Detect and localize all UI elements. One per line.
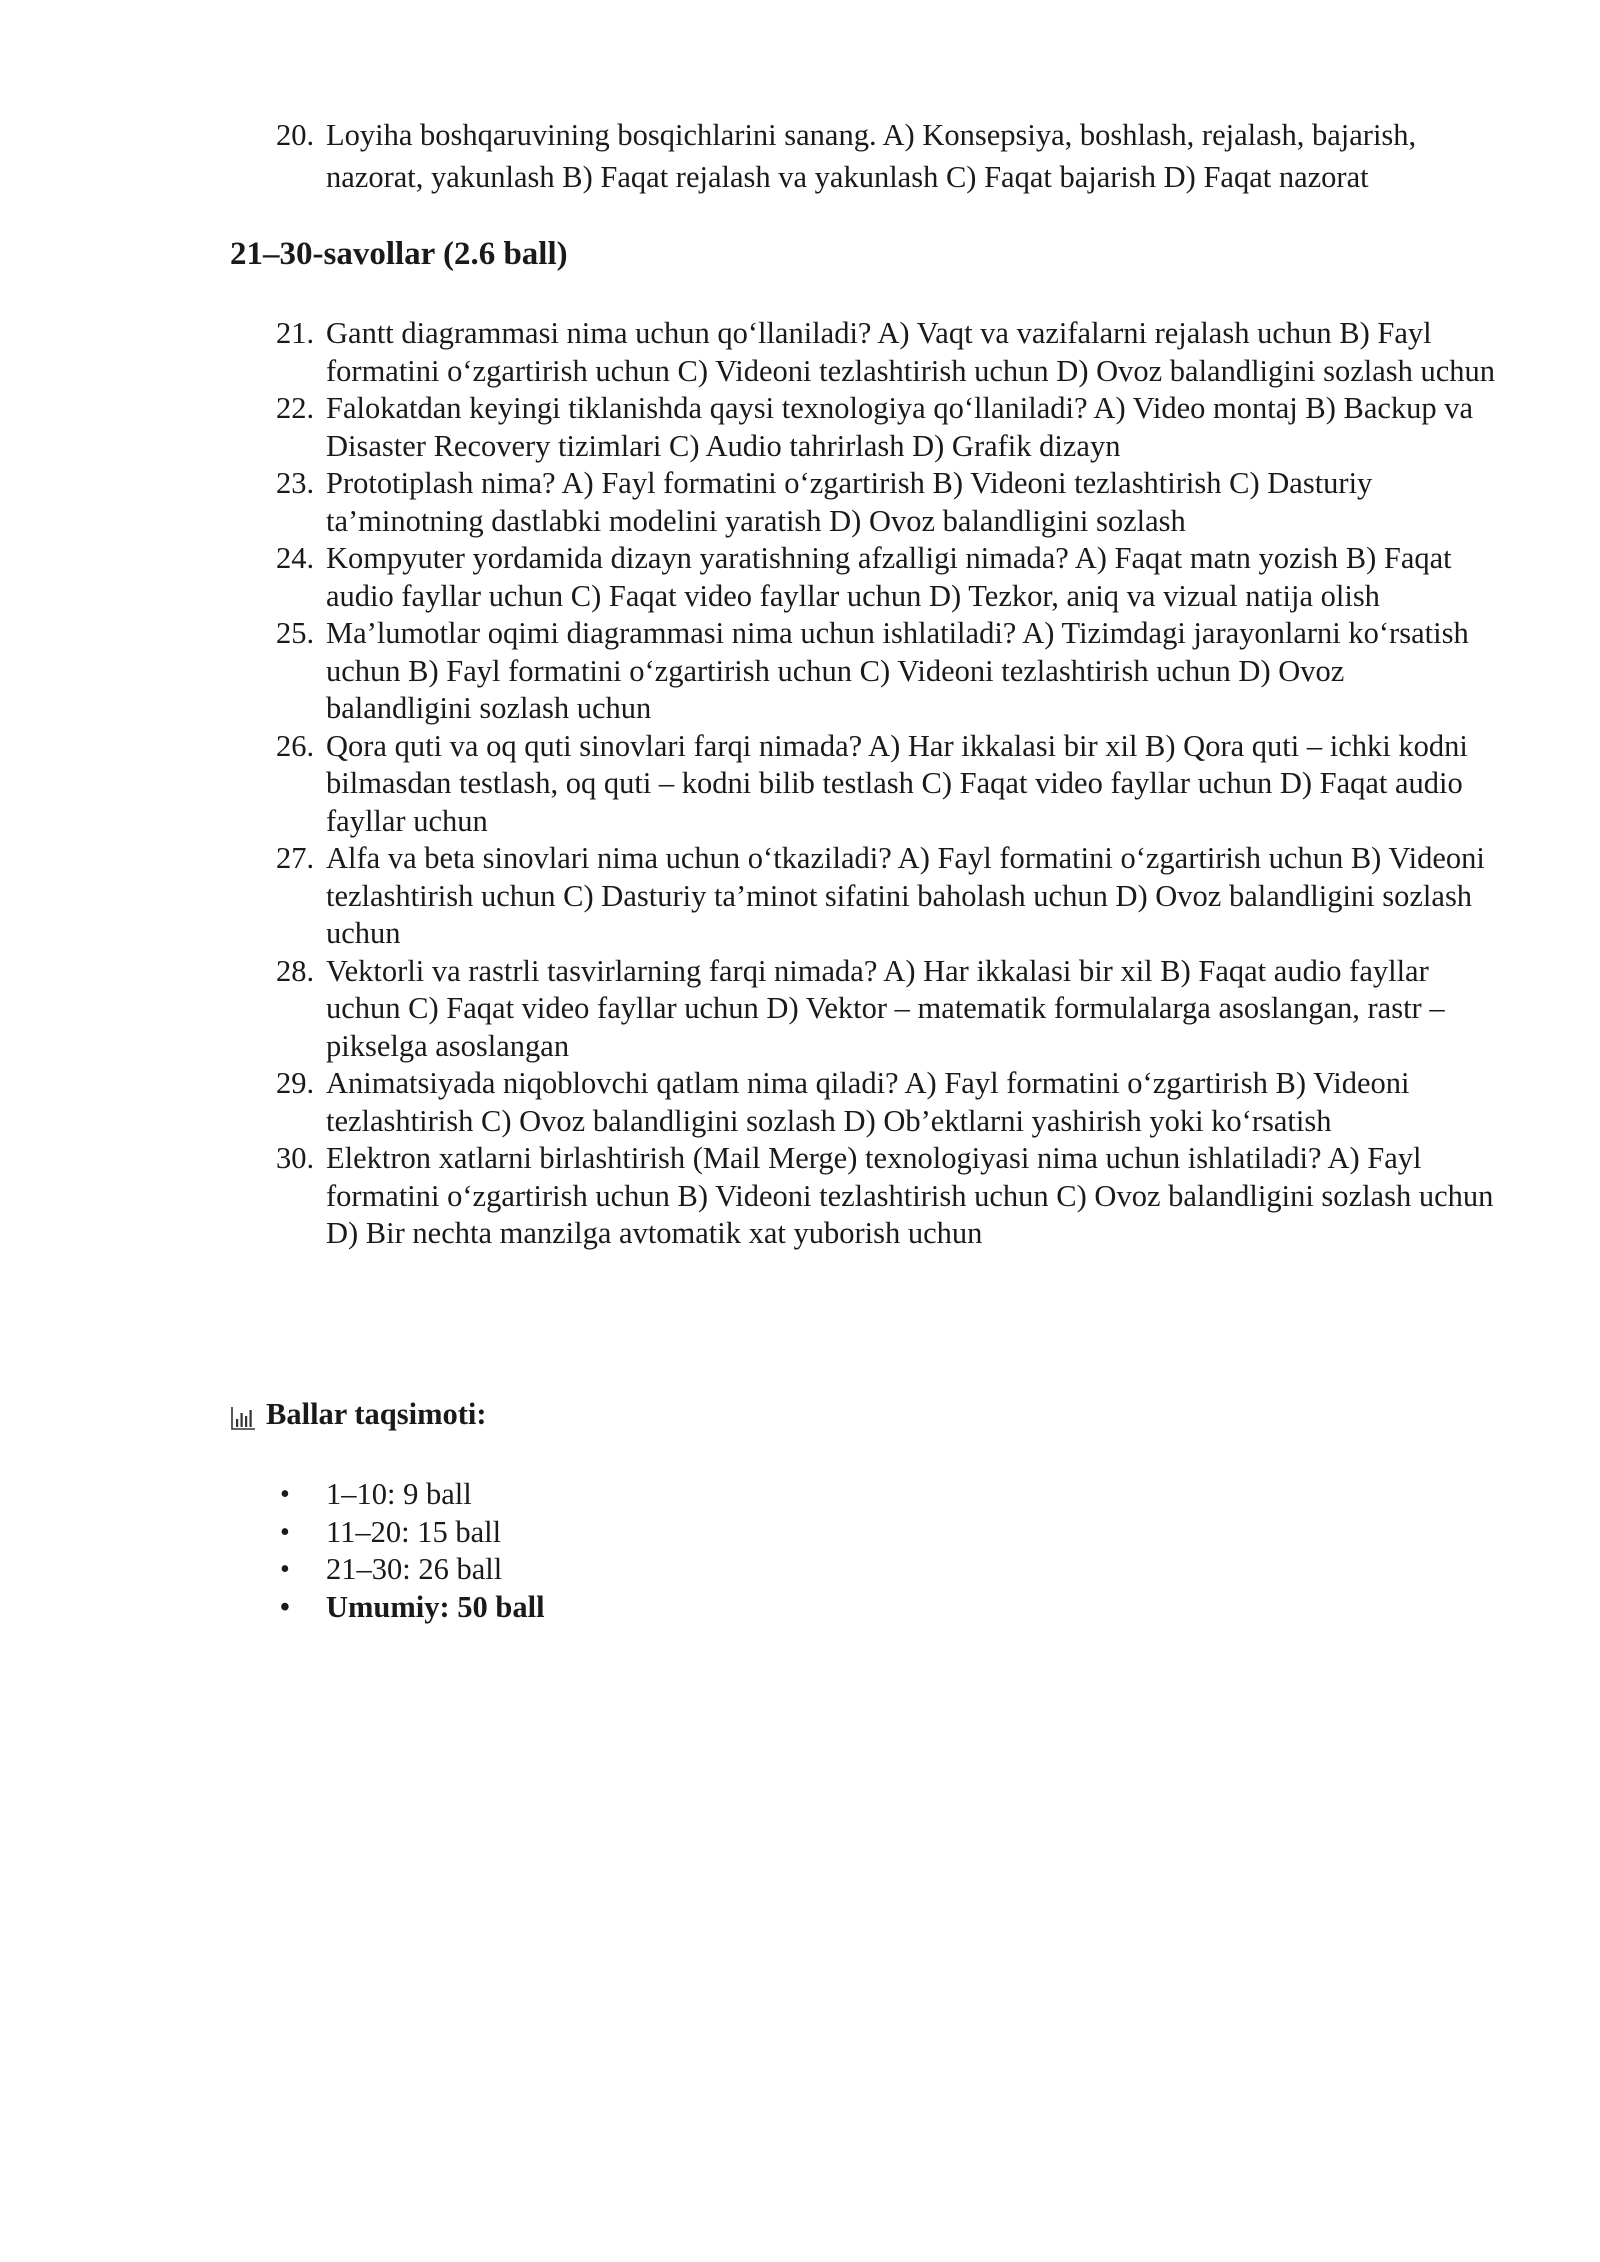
question-text: Vektorli va rastrli tasvirlarning farqi nimada? A) Har ikkalasi bir xil B) Faqat audio fayllar uchun C) Faqat video fayllar uchun D) Vektor – matematik formulalarga asoslangan, rastr – pikselga asoslangan [326,953,1445,1063]
question-22 [276,390,1496,465]
question-text: Falokatdan keyingi tiklanishda qaysi texnologiya qo‘llaniladi? A) Video montaj B) Backup va Disaster Recovery tizimlari C) Audio tahrirlash D) Grafik dizayn [326,391,1474,463]
question-text: Animatsiyada niqoblovchi qatlam nima qiladi? A) Fayl formatini o‘zgartirish B) Videoni tezlashtirish C) Ovoz balandligini sozlash D) Ob’ektlarni yashirish yoki ko‘rsatish [326,1066,1410,1138]
question-text: Alfa va beta sinovlari nima uchun o‘tkaziladi? A) Fayl formatini o‘zgartirish uchun B) Videoni tezlashtirish uchun C) Dasturiy ta’minot sifatini baholash uchun D) Ovoz balandligini sozlash uchun [326,841,1485,950]
question-text: Prototiplash nima? A) Fayl formatini o‘zgartirish B) Videoni tezlashtirish C) Dasturiy ta’minotning dastlabki modelini yaratish D) Ovoz balandligini sozlash [326,466,1373,538]
question-list-20 [276,114,1496,198]
bullet: • [280,1591,290,1623]
question-number: 26. [276,728,315,763]
distribution-heading [230,1394,487,1434]
question-number: 28. [276,953,315,988]
question-27 [276,840,1496,953]
bullet: • [280,1554,290,1585]
question-list-21-30 [276,315,1496,1253]
question-20 [276,114,1496,198]
question-25 [276,615,1496,728]
distribution-item [276,1551,545,1589]
question-number: 25. [276,616,315,650]
question-number: 30. [276,1141,315,1175]
distribution-total-text: Umumiy: 50 ball [326,1589,545,1624]
distribution-item-text: 11–20: 15 ball [326,1514,502,1549]
question-number: 24. [276,541,315,575]
question-number: 23. [276,466,315,500]
question-number: 27. [276,841,315,875]
distribution-title: Ballar taqsimoti: [266,1397,487,1431]
distribution-total [276,1589,545,1627]
bullet: • [280,1516,290,1548]
distribution-item-text: 1–10: 9 ball [326,1477,472,1511]
question-text: Elektron xatlarni birlashtirish (Mail Merge) texnologiyasi nima uchun ishlatiladi? A) Fayl formatini o‘zgartirish uchun B) Videoni tezlashtirish uchun C) Ovoz balandligini sozlash uchun D) Bir nechta manzilga avtomatik xat yuborish uchun [326,1141,1494,1250]
question-28 [276,953,1496,1066]
distribution-list [276,1476,545,1626]
section-heading: 21–30-savollar (2.6 ball) [230,236,568,272]
question-24 [276,540,1496,615]
distribution-item [276,1514,545,1552]
distribution-item-text: 21–30: 26 ball [326,1552,503,1586]
question-number: 22. [276,391,315,425]
question-number: 29. [276,1066,315,1100]
question-text: Ma’lumotlar oqimi diagrammasi nima uchun ishlatiladi? A) Tizimdagi jarayonlarni ko‘rsatish uchun B) Fayl formatini o‘zgartirish uchun C) Videoni tezlashtirish uchun D) Ovoz balandligini sozlash uchun [326,616,1469,725]
distribution-item [276,1476,545,1514]
question-26 [276,728,1496,841]
bullet: • [280,1479,290,1510]
question-text: Qora quti va oq quti sinovlari farqi nimada? A) Har ikkalasi bir xil B) Qora quti – ichki kodni bilmasdan testlash, oq quti – kodni bilib testlash C) Faqat video fayllar uchun D) Faqat audio fayllar uchun [326,728,1468,838]
question-21 [276,315,1496,390]
question-number: 20. [276,118,315,152]
question-text: Kompyuter yordamida dizayn yaratishning afzalligi nimada? A) Faqat matn yozish B) Faqat audio fayllar uchun C) Faqat video fayllar uchun D) Tezkor, aniq va vizual natija olish [326,541,1452,613]
question-30 [276,1140,1496,1253]
bar-chart-icon [230,1401,256,1427]
question-number: 21. [276,316,315,350]
question-23 [276,465,1496,540]
question-29 [276,1065,1496,1140]
question-text: Gantt diagrammasi nima uchun qo‘llaniladi? A) Vaqt va vazifalarni rejalash uchun B) Fayl formatini o‘zgartirish uchun C) Videoni tezlashtirish uchun D) Ovoz balandligini sozlash uchun [326,316,1496,388]
question-text: Loyiha boshqaruvining bosqichlarini sanang. A) Konsepsiya, boshlash, rejalash, bajarish, nazorat, yakunlash B) Faqat rejalash va yakunlash C) Faqat bajarish D) Faqat nazorat [326,118,1417,194]
